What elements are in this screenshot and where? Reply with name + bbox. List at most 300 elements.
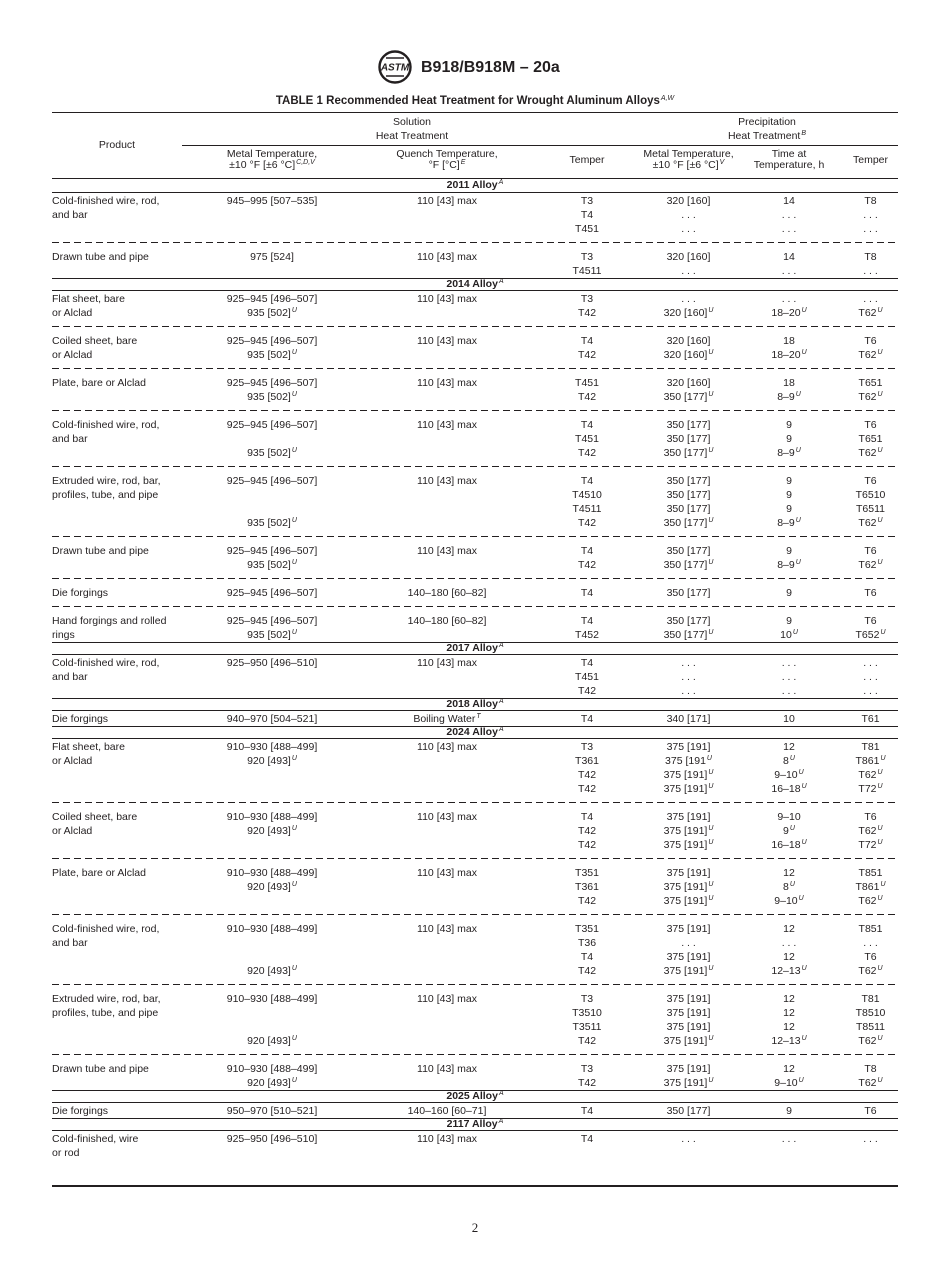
cell-line: Cold-finished, wire bbox=[52, 1133, 139, 1145]
cell-product bbox=[52, 656, 182, 698]
cell-text: T62 bbox=[858, 1035, 877, 1047]
cell-solution-metal-temp bbox=[182, 250, 362, 278]
cell-line: and bar bbox=[52, 433, 88, 445]
cell-line: 9 bbox=[786, 545, 792, 557]
cell-text: 2024 Alloy bbox=[446, 726, 498, 738]
footnote-ref: U bbox=[795, 517, 801, 524]
cell-line: 110 [43] max bbox=[417, 1063, 477, 1075]
cell-time-at-temp bbox=[735, 656, 843, 698]
footnote-ref: U bbox=[291, 881, 297, 888]
cell-solution-metal-temp bbox=[182, 334, 362, 362]
cell-quench-temp bbox=[362, 866, 532, 908]
footnote-ref: U bbox=[291, 1035, 297, 1042]
footnote-ref: U bbox=[708, 839, 714, 846]
cell-line bbox=[182, 488, 362, 502]
cell-line bbox=[735, 824, 843, 838]
cell-line: T4 bbox=[580, 951, 594, 963]
footnote-ref: U bbox=[708, 1077, 714, 1084]
cell-line: T451 bbox=[575, 223, 599, 235]
cell-line: 375 [191] bbox=[666, 951, 711, 963]
cell-line: T36 bbox=[577, 937, 597, 949]
footnote-ref: A bbox=[498, 179, 504, 186]
cell-product bbox=[52, 740, 182, 796]
cell-text: 375 [191] bbox=[663, 1077, 708, 1089]
footnote-ref: U bbox=[877, 965, 883, 972]
cell-line bbox=[182, 446, 362, 460]
cell-text: 350 [177] bbox=[663, 517, 708, 529]
footnote-ref: A bbox=[498, 726, 504, 733]
cell-precip-metal-temp bbox=[642, 292, 735, 320]
cell-precip-metal-temp bbox=[642, 376, 735, 404]
cell-line bbox=[642, 880, 735, 894]
cell-solution-temper bbox=[532, 292, 642, 320]
cell-line: T4511 bbox=[572, 503, 602, 515]
column-header-solution-metal-temperature: Metal Temperature, ±10 °F [±6 °C]$^{C,D,V}$ bbox=[226, 148, 318, 171]
cell-time-at-temp bbox=[735, 1104, 843, 1118]
cell-text: 18–20 bbox=[771, 349, 801, 361]
cell-line: 925–945 [496–507] bbox=[226, 587, 318, 599]
footnote-ref: U bbox=[877, 825, 883, 832]
footnote-ref: U bbox=[708, 559, 714, 566]
cell-quench-temp bbox=[362, 922, 532, 978]
cell-line bbox=[182, 824, 362, 838]
footnote-ref: U bbox=[801, 965, 807, 972]
cell-text: 10 bbox=[780, 629, 792, 641]
cell-line: 350 [177] bbox=[666, 503, 711, 515]
cell-line bbox=[642, 838, 735, 852]
cell-line bbox=[735, 754, 843, 768]
cell-line bbox=[642, 1076, 735, 1090]
cell-line: Drawn tube and pipe bbox=[52, 545, 149, 557]
table-row bbox=[52, 410, 898, 466]
cell-precip-temper bbox=[843, 544, 898, 572]
cell-line: 350 [177] bbox=[666, 1105, 711, 1117]
cell-solution-temper bbox=[532, 1132, 642, 1160]
column-subheader-row bbox=[52, 149, 898, 171]
footnote-ref: C,D,V bbox=[296, 159, 315, 166]
table-row bbox=[52, 858, 898, 914]
footnote-ref: U bbox=[801, 839, 807, 846]
cell-line: 350 [177] bbox=[666, 587, 711, 599]
cell-solution-temper bbox=[532, 586, 642, 600]
cell-line: or rod bbox=[52, 1147, 80, 1159]
footnote-ref: U bbox=[877, 559, 883, 566]
cell-precip-temper bbox=[843, 418, 898, 460]
cell-line bbox=[362, 712, 532, 726]
footnote-ref: U bbox=[706, 755, 712, 762]
cell-text: 2011 Alloy bbox=[446, 179, 498, 191]
cell-solution-metal-temp bbox=[182, 474, 362, 530]
document-designation: B918/B918M – 20a bbox=[421, 59, 560, 76]
cell-precip-temper bbox=[843, 712, 898, 726]
cell-product bbox=[52, 194, 182, 236]
cell-time-at-temp bbox=[735, 810, 843, 852]
cell-line bbox=[843, 306, 898, 320]
cell-solution-temper bbox=[532, 544, 642, 572]
cell-line: 375 [191] bbox=[666, 1021, 711, 1033]
alloy-section-header bbox=[52, 642, 898, 655]
cell-line: T4 bbox=[580, 419, 594, 431]
cell-line bbox=[182, 1034, 362, 1048]
cell-line: 110 [43] max bbox=[417, 811, 477, 823]
cell-line bbox=[182, 306, 362, 320]
cell-text: 935 [502] bbox=[247, 307, 291, 319]
cell-line: 12 bbox=[783, 1007, 795, 1019]
table-row bbox=[52, 802, 898, 858]
cell-precip-temper bbox=[843, 810, 898, 852]
footnote-ref: U bbox=[291, 517, 297, 524]
cell-line: . . . bbox=[681, 293, 696, 305]
footnote-ref: U bbox=[789, 881, 795, 888]
cell-line: Die forgings bbox=[52, 1105, 109, 1117]
footnote-ref: U bbox=[291, 559, 297, 566]
cell-line: T8511 bbox=[856, 1021, 885, 1033]
footnote-ref: U bbox=[877, 769, 883, 776]
cell-line: T4511 bbox=[572, 265, 602, 277]
cell-text: 935 [502] bbox=[247, 629, 291, 641]
cell-solution-temper bbox=[532, 922, 642, 978]
cell-line: 320 [160] bbox=[666, 195, 711, 207]
cell-precip-metal-temp bbox=[642, 586, 735, 600]
cell-line bbox=[843, 964, 898, 978]
cell-solution-metal-temp bbox=[182, 810, 362, 852]
cell-text: 375 [191 bbox=[665, 755, 706, 767]
footnote-ref: U bbox=[291, 755, 297, 762]
footnote-ref: U bbox=[291, 825, 297, 832]
footnote-ref: U bbox=[801, 349, 807, 356]
cell-text: 375 [191] bbox=[663, 839, 708, 851]
cell-text: 350 [177] bbox=[663, 447, 708, 459]
cell-text: 16–18 bbox=[771, 839, 801, 851]
cell-line bbox=[735, 768, 843, 782]
cell-line bbox=[843, 628, 898, 642]
cell-precip-metal-temp bbox=[642, 1132, 735, 1160]
cell-line bbox=[843, 516, 898, 530]
cell-line bbox=[642, 516, 735, 530]
cell-solution-temper bbox=[532, 866, 642, 908]
cell-precip-metal-temp bbox=[642, 1062, 735, 1090]
cell-text: 8 bbox=[783, 881, 789, 893]
cell-line bbox=[735, 348, 843, 362]
cell-line: 110 [43] max bbox=[417, 377, 477, 389]
header-line: Heat Treatment$^B$ bbox=[727, 130, 807, 142]
cell-text: 935 [502] bbox=[247, 349, 291, 361]
cell-line bbox=[735, 964, 843, 978]
cell-solution-temper bbox=[532, 418, 642, 460]
cell-text: 16–18 bbox=[771, 783, 801, 795]
cell-line: 110 [43] max bbox=[417, 293, 477, 305]
cell-solution-metal-temp bbox=[182, 866, 362, 908]
cell-solution-temper bbox=[532, 656, 642, 698]
cell-quench-temp bbox=[362, 656, 532, 698]
cell-precip-temper bbox=[843, 992, 898, 1048]
cell-text: 375 [191] bbox=[663, 1035, 708, 1047]
column-header-precip-metal-temperature: Metal Temperature, ±10 °F [±6 °C]$^V$ bbox=[643, 148, 734, 171]
cell-precip-metal-temp bbox=[642, 544, 735, 572]
cell-text: 935 [502] bbox=[247, 391, 291, 403]
cell-product bbox=[52, 544, 182, 572]
cell-line bbox=[642, 1034, 735, 1048]
cell-line bbox=[182, 754, 362, 768]
cell-line: 110 [43] max bbox=[417, 867, 477, 879]
cell-line bbox=[182, 432, 362, 446]
cell-line: 12 bbox=[783, 1063, 795, 1075]
cell-time-at-temp bbox=[735, 334, 843, 362]
cell-line: 925–945 [496–507] bbox=[226, 293, 318, 305]
cell-line: . . . bbox=[681, 657, 696, 669]
footnote-ref: U bbox=[877, 307, 883, 314]
alloy-section-header bbox=[52, 698, 898, 711]
cell-line: T361 bbox=[575, 755, 599, 767]
cell-line: 925–945 [496–507] bbox=[226, 335, 318, 347]
cell-line bbox=[642, 446, 735, 460]
cell-line bbox=[182, 628, 362, 642]
cell-text: 920 [493] bbox=[247, 965, 291, 977]
cell-line: T4 bbox=[580, 811, 594, 823]
cell-text: 375 [191] bbox=[663, 881, 708, 893]
table-bottom-rule bbox=[52, 1185, 898, 1187]
header-line: Heat Treatment bbox=[375, 130, 449, 142]
cell-line: 140–160 [60–71] bbox=[407, 1105, 487, 1117]
cell-quench-temp bbox=[362, 992, 532, 1048]
cell-line: . . . bbox=[681, 265, 696, 277]
cell-line bbox=[843, 838, 898, 852]
cell-line: T42 bbox=[577, 307, 597, 319]
cell-line: Die forgings bbox=[52, 587, 109, 599]
column-header-time-at-temperature: Time at Temperature, h bbox=[753, 148, 825, 171]
cell-line: T6 bbox=[864, 475, 877, 487]
cell-line bbox=[735, 894, 843, 908]
cell-line: T8 bbox=[864, 251, 877, 263]
cell-line bbox=[642, 768, 735, 782]
cell-line: . . . bbox=[681, 685, 696, 697]
cell-time-at-temp bbox=[735, 866, 843, 908]
cell-line: 110 [43] max bbox=[417, 475, 477, 487]
cell-line bbox=[843, 446, 898, 460]
cell-line bbox=[735, 446, 843, 460]
cell-line bbox=[735, 516, 843, 530]
cell-line: T361 bbox=[575, 881, 599, 893]
cell-solution-temper bbox=[532, 334, 642, 362]
cell-line: . . . bbox=[681, 937, 696, 949]
cell-line: 320 [160] bbox=[666, 377, 711, 389]
cell-solution-temper bbox=[532, 376, 642, 404]
cell-line: T4 bbox=[580, 335, 594, 347]
cell-time-at-temp bbox=[735, 250, 843, 278]
cell-text: T62 bbox=[858, 769, 877, 781]
cell-line: T451 bbox=[575, 377, 599, 389]
cell-line: 910–930 [488–499] bbox=[226, 811, 318, 823]
cell-text: T62 bbox=[858, 895, 877, 907]
cell-time-at-temp bbox=[735, 614, 843, 642]
cell-product bbox=[52, 418, 182, 460]
cell-line bbox=[843, 390, 898, 404]
cell-line bbox=[843, 768, 898, 782]
cell-line: Plate, bare or Alclad bbox=[52, 867, 146, 879]
cell-product bbox=[52, 586, 182, 600]
cell-line bbox=[735, 782, 843, 796]
cell-line: T42 bbox=[577, 447, 597, 459]
footnote-ref: U bbox=[880, 629, 886, 636]
cell-precip-temper bbox=[843, 866, 898, 908]
cell-solution-metal-temp bbox=[182, 712, 362, 726]
cell-line: T3511 bbox=[572, 1021, 602, 1033]
footnote-ref: U bbox=[708, 307, 714, 314]
cell-line: . . . bbox=[863, 657, 878, 669]
cell-text: T861 bbox=[855, 881, 880, 893]
cell-line: Cold-finished wire, rod, bbox=[52, 923, 160, 935]
column-group-precipitation-heat-treatment bbox=[638, 115, 896, 143]
table-row bbox=[52, 1054, 898, 1090]
cell-line: 12 bbox=[783, 867, 795, 879]
cell-line: T3 bbox=[580, 195, 594, 207]
cell-line: T851 bbox=[858, 923, 883, 935]
cell-line: T42 bbox=[577, 783, 597, 795]
cell-solution-temper bbox=[532, 810, 642, 852]
cell-text: T861 bbox=[855, 755, 880, 767]
cell-line: 350 [177] bbox=[666, 615, 711, 627]
cell-line: . . . bbox=[863, 293, 878, 305]
cell-line: T4 bbox=[580, 713, 594, 725]
cell-line: 340 [171] bbox=[666, 713, 711, 725]
cell-quench-temp bbox=[362, 250, 532, 278]
cell-line: 110 [43] max bbox=[417, 545, 477, 557]
cell-line: 375 [191] bbox=[666, 923, 711, 935]
cell-line: T81 bbox=[861, 741, 880, 753]
footnote-ref: U bbox=[708, 349, 714, 356]
cell-text: 920 [493] bbox=[247, 1035, 291, 1047]
cell-text: 375 [191] bbox=[663, 783, 708, 795]
cell-line: . . . bbox=[863, 685, 878, 697]
table-row bbox=[52, 578, 898, 606]
cell-precip-temper bbox=[843, 922, 898, 978]
cell-line: 350 [177] bbox=[666, 475, 711, 487]
cell-product bbox=[52, 992, 182, 1048]
footnote-ref: U bbox=[798, 769, 804, 776]
cell-line: 12 bbox=[783, 951, 795, 963]
cell-line: . . . bbox=[781, 657, 797, 669]
cell-text: T62 bbox=[858, 447, 877, 459]
cell-line: T4510 bbox=[572, 489, 602, 501]
cell-text: T62 bbox=[858, 307, 877, 319]
footnote-ref: A bbox=[498, 642, 504, 649]
cell-time-at-temp bbox=[735, 586, 843, 600]
cell-line: T4 bbox=[580, 657, 594, 669]
cell-text: 2025 Alloy bbox=[446, 1090, 498, 1102]
cell-line: T42 bbox=[577, 769, 597, 781]
footnote-ref: U bbox=[708, 1035, 714, 1042]
cell-text: 8–9 bbox=[777, 559, 795, 571]
cell-line: 10 bbox=[783, 713, 795, 725]
cell-solution-metal-temp bbox=[182, 544, 362, 572]
cell-line: T8 bbox=[864, 1063, 877, 1075]
cell-time-at-temp bbox=[735, 740, 843, 796]
footnote-ref: U bbox=[801, 307, 807, 314]
cell-text: T62 bbox=[858, 965, 877, 977]
cell-text: 935 [502] bbox=[247, 447, 291, 459]
cell-precip-metal-temp bbox=[642, 1104, 735, 1118]
cell-time-at-temp bbox=[735, 376, 843, 404]
cell-precip-temper bbox=[843, 656, 898, 698]
footnote-ref: U bbox=[708, 517, 714, 524]
cell-line: 925–950 [496–510] bbox=[226, 1133, 318, 1145]
cell-line: T6 bbox=[864, 587, 877, 599]
cell-quench-temp bbox=[362, 474, 532, 530]
cell-line bbox=[843, 894, 898, 908]
table-row bbox=[52, 193, 898, 242]
footnote-ref: U bbox=[708, 391, 714, 398]
cell-precip-temper bbox=[843, 1062, 898, 1090]
cell-text: 320 [160] bbox=[663, 349, 708, 361]
cell-precip-temper bbox=[843, 292, 898, 320]
cell-line bbox=[182, 950, 362, 964]
cell-text: T62 bbox=[858, 825, 877, 837]
cell-line: Extruded wire, rod, bar, bbox=[52, 475, 161, 487]
cell-line bbox=[182, 936, 362, 950]
cell-text: T62 bbox=[858, 349, 877, 361]
cell-precip-metal-temp bbox=[642, 250, 735, 278]
cell-line: 925–945 [496–507] bbox=[226, 545, 318, 557]
cell-product bbox=[52, 1062, 182, 1090]
cell-line: 110 [43] max bbox=[417, 993, 477, 1005]
footnote-ref: U bbox=[291, 391, 297, 398]
cell-solution-metal-temp bbox=[182, 292, 362, 320]
cell-line bbox=[843, 1034, 898, 1048]
cell-line: 375 [191] bbox=[666, 993, 711, 1005]
cell-precip-metal-temp bbox=[642, 194, 735, 236]
cell-text: 12–13 bbox=[771, 1035, 801, 1047]
cell-line: 910–930 [488–499] bbox=[226, 1063, 318, 1075]
footnote-ref: U bbox=[877, 517, 883, 524]
cell-precip-metal-temp bbox=[642, 810, 735, 852]
cell-text: 2017 Alloy bbox=[446, 642, 498, 654]
subheader-spacer bbox=[52, 149, 182, 171]
cell-line: Hand forgings and rolled bbox=[52, 615, 167, 627]
cell-line: 350 [177] bbox=[666, 433, 711, 445]
cell-line bbox=[843, 558, 898, 572]
cell-line bbox=[642, 390, 735, 404]
cell-solution-temper bbox=[532, 474, 642, 530]
cell-solution-metal-temp bbox=[182, 418, 362, 460]
cell-product bbox=[52, 292, 182, 320]
table-body bbox=[52, 178, 898, 1160]
cell-precip-temper bbox=[843, 614, 898, 642]
cell-line bbox=[735, 1076, 843, 1090]
cell-text: 935 [502] bbox=[247, 559, 291, 571]
cell-precip-metal-temp bbox=[642, 922, 735, 978]
cell-text: 350 [177] bbox=[663, 629, 708, 641]
footnote-ref: U bbox=[880, 881, 886, 888]
cell-line: T42 bbox=[577, 1035, 597, 1047]
cell-text: T62 bbox=[858, 391, 877, 403]
cell-line bbox=[735, 838, 843, 852]
cell-line: and bar bbox=[52, 671, 88, 683]
table-row bbox=[52, 368, 898, 410]
cell-precip-temper bbox=[843, 194, 898, 236]
cell-product bbox=[52, 474, 182, 530]
cell-quench-temp bbox=[362, 586, 532, 600]
cell-line: T851 bbox=[858, 867, 883, 879]
alloy-section-header bbox=[52, 178, 898, 193]
cell-line bbox=[182, 1006, 362, 1020]
table-row bbox=[52, 242, 898, 278]
cell-text: T652 bbox=[855, 629, 880, 641]
cell-line: . . . bbox=[681, 209, 696, 221]
cell-line: T4 bbox=[580, 1133, 594, 1145]
cell-line: 110 [43] max bbox=[417, 1133, 477, 1145]
cell-line: 925–945 [496–507] bbox=[226, 419, 318, 431]
cell-line: . . . bbox=[681, 671, 696, 683]
